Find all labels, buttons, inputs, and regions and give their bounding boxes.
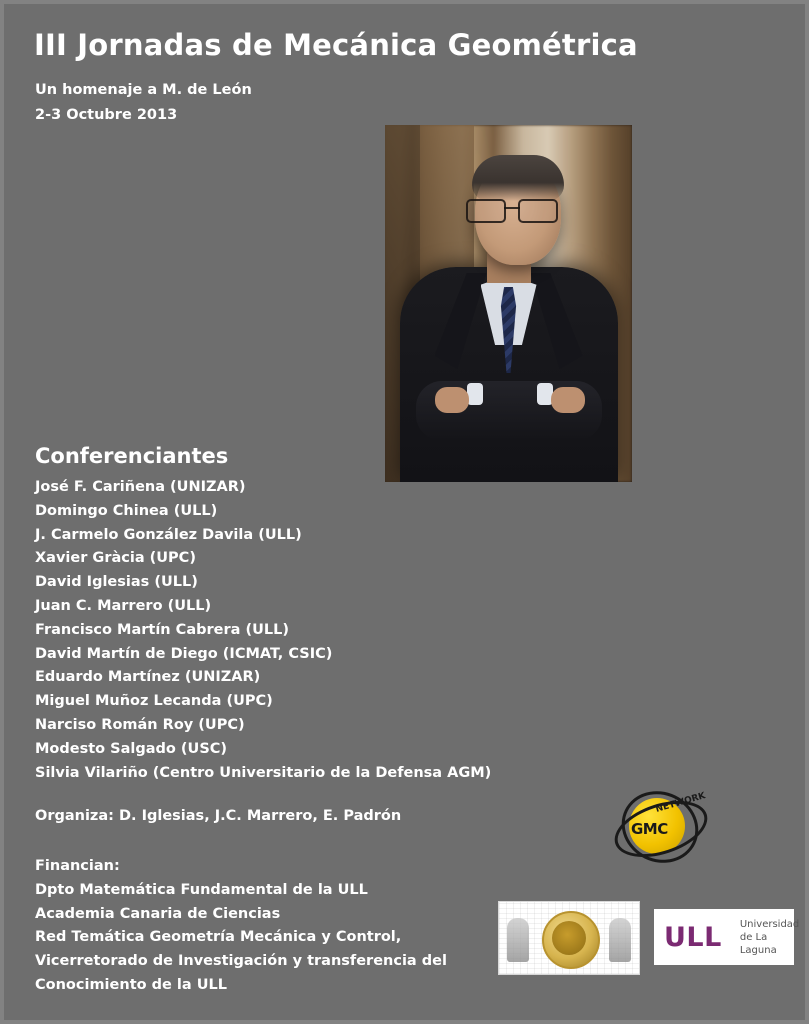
speakers-heading: Conferenciantes bbox=[35, 444, 229, 468]
ull-logo-line-2: de La Laguna bbox=[739, 931, 777, 956]
ull-logo-line-1: Universidad bbox=[739, 918, 800, 930]
list-item: Xavier Gràcia (UPC) bbox=[35, 550, 196, 567]
list-item: J. Carmelo González Davila (ULL) bbox=[35, 526, 302, 543]
list-item: David Iglesias (ULL) bbox=[35, 574, 198, 591]
list-item: Juan C. Marrero (ULL) bbox=[35, 597, 212, 614]
subject-hair bbox=[472, 155, 564, 201]
portrait-photo bbox=[385, 125, 632, 482]
page-title: III Jornadas de Mecánica Geométrica bbox=[34, 28, 638, 62]
gmc-network-text: NETWORK bbox=[654, 791, 707, 815]
gmc-network-logo bbox=[611, 790, 707, 862]
glasses-icon bbox=[464, 199, 560, 221]
glasses-lens-right bbox=[518, 199, 558, 223]
logo-medal-inner bbox=[552, 921, 586, 955]
shirt-cuff-left bbox=[467, 383, 483, 405]
logo-figure-left bbox=[507, 918, 529, 962]
list-item: Modesto Salgado (USC) bbox=[35, 740, 228, 757]
list-item: Conocimiento de la ULL bbox=[35, 976, 227, 993]
ull-logo-wordmark bbox=[740, 918, 799, 957]
list-item: Narciso Román Roy (UPC) bbox=[35, 716, 245, 733]
ull-logo bbox=[654, 909, 800, 965]
funders-heading: Financian: bbox=[35, 858, 120, 874]
list-item: David Martín de Diego (ICMAT, CSIC) bbox=[35, 645, 333, 662]
list-item: José F. Cariñena (UNIZAR) bbox=[35, 479, 246, 495]
speakers-list bbox=[35, 476, 555, 785]
poster-dates: 2-3 Octubre 2013 bbox=[35, 107, 178, 123]
list-item: Eduardo Martínez (UNIZAR) bbox=[35, 669, 261, 686]
ull-logo-mark: ULL bbox=[664, 921, 722, 953]
list-item: Dpto Matemática Fundamental de la ULL bbox=[35, 881, 368, 898]
list-item: Red Temática Geometría Mecánica y Control, bbox=[35, 929, 402, 946]
subject-hand-left bbox=[435, 387, 469, 413]
subject-hand-right bbox=[551, 387, 585, 413]
list-item: Vicerretorado de Investigación y transferencia del bbox=[35, 953, 447, 970]
logo-figure-right bbox=[609, 918, 631, 962]
glasses-lens-left bbox=[466, 199, 506, 223]
list-item: Academia Canaria de Ciencias bbox=[35, 905, 281, 922]
list-item: Silvia Vilariño (Centro Universitario de la Defensa AGM) bbox=[35, 764, 492, 781]
academia-canaria-de-ciencias-logo bbox=[498, 901, 640, 975]
list-item: Domingo Chinea (ULL) bbox=[35, 502, 218, 519]
gmc-logo-text: GMC bbox=[631, 820, 668, 838]
poster-subtitle: Un homenaje a M. de León bbox=[35, 82, 252, 98]
list-item: Miguel Muñoz Lecanda (UPC) bbox=[35, 693, 273, 710]
list-item: Francisco Martín Cabrera (ULL) bbox=[35, 621, 289, 638]
organizers-line: Organiza: D. Iglesias, J.C. Marrero, E. Padrón bbox=[35, 808, 402, 824]
